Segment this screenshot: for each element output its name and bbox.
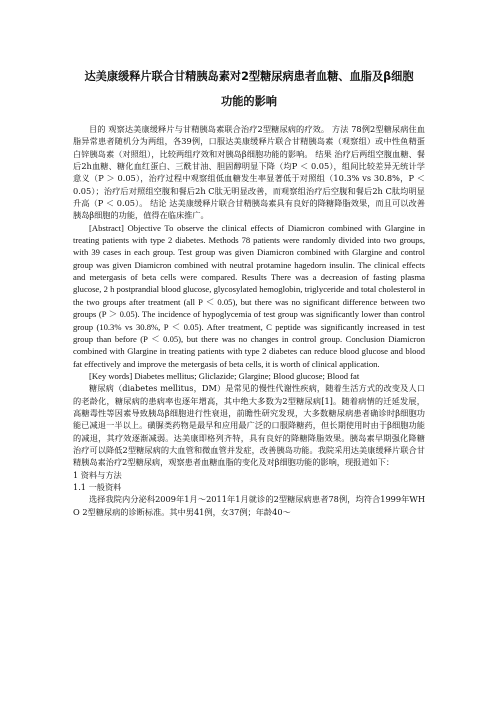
paper-title-line-1: 达美康缓释片联合甘精胰岛素对2型糖尿病患者血糖、血脂及β细胞 — [84, 70, 414, 83]
introduction-paragraph: 糖尿病（diabetes mellitus，DM）是常见的慢性代谢性疾病，随着生活方式的改变及人口的老龄化，糖尿病的患病率也逐年增高，其中绝大多数为2型糖尿病[1]。随着病情的迁延发展，高糖毒性等因素导致胰岛β细胞进行性衰退，前瞻性研究发现，大多数糖尿病患者确诊时β细胞功能已减退一半以上。磺脲类药物是最早和应用最广泛的口服降糖药，但长期使用时由于β细胞功能的减退，其疗效逐渐减弱。达美康即格列齐特，具有良好的降糖降脂效果。胰岛素早期强化降糖治疗可以降低2型糖尿病的大血管和微血管并发症，改善胰岛功能。我院采用达美康缓释片联合甘精胰岛素治疗2型糖尿病，观察患者血糖血脂的变化及对β细胞功能的影响，现报道如下： — [73, 383, 425, 468]
section-heading-materials-methods: 1 资料与方法 — [73, 469, 122, 480]
paper-title — [73, 64, 425, 114]
document-page — [73, 64, 425, 518]
subsection-heading-general-data: 1.1 一般资料 — [73, 481, 122, 492]
chinese-abstract: 目的 观察达美康缓释片与甘精胰岛素联合治疗2型糖尿病的疗效。 方法 78例2型糖尿病住血脂异常患者随机分为两组，各39例，口服达美康缓释片联合甘精胰岛素（观察组）或中性鱼精蛋白锌胰岛素（对照组），比较两组疗效和对胰岛β细胞功能的影响。 结果 治疗后两组空腹血糖、餐后2h血糖、糖化血红蛋白、三酰甘油、胆固醇明显下降（均P ＜ 0.05），组间比较差异无统计学意义（P ＞ 0.05），治疗过程中观察组低血糖发生率显著低于对照组（10.3% vs 30.8%，P ＜ 0.05）；治疗后对照组空腹和餐后2h C肽无明显改善，而观察组治疗后空腹和餐后2h C肽均明显升高（P ＜ 0.05）。 结论 达美康缓释片联合甘精胰岛素具有良好的降糖降脂效果，而且可以改善胰岛β细胞的功能，值得在临床推广。 — [73, 124, 425, 221]
paper-title-line-2: 功能的影响 — [221, 95, 277, 108]
english-abstract: [Abstract] Objective To observe the clinical effects of Diamicron combined with Glargine in treating patients with type 2 diabetes. Methods 78 patients were randomly divided into two groups, with 39 cases in each group. Test group was given Diamicron combined with Glargine and control group was given Diamicron combined with neutral protamine hagedorn insulin. The clinical effects and metergasis of beta cells were compared. Results There was a decreasion of fasting plasma glucose, 2 h postprandial blood glucose, glycosylated hemoglobin, triglyceride and total cholesterol in the two groups after treatment (all P ＜ 0.05), but there was no significant difference between two groups (P ＞ 0.05). The incidence of hypoglycemia of test group was significantly lower than control group (10.3% vs 30.8%, P ＜ 0.05). After treatment, C peptide was significantly increased in test group than before (P ＜ 0.05), but there was no changes in control group. Conclusion Diamicron combined with Glargine in treating patients with type 2 diabetes can reduce blood glucose and blood fat effectively and improve the metergasis of beta cells, it is worth of clinical application. — [73, 222, 425, 369]
english-keywords: [Key words] Diabetes mellitus; Gliclazide; Glargine; Blood glucose; Blood fat — [89, 370, 360, 381]
general-data-paragraph: 选择我院内分泌科2009年1月～2011年1月就诊的2型糖尿病患者78例，均符合1999年WHO 2型糖尿病的诊断标准。其中男41例，女37例；年龄40～ — [73, 494, 425, 517]
